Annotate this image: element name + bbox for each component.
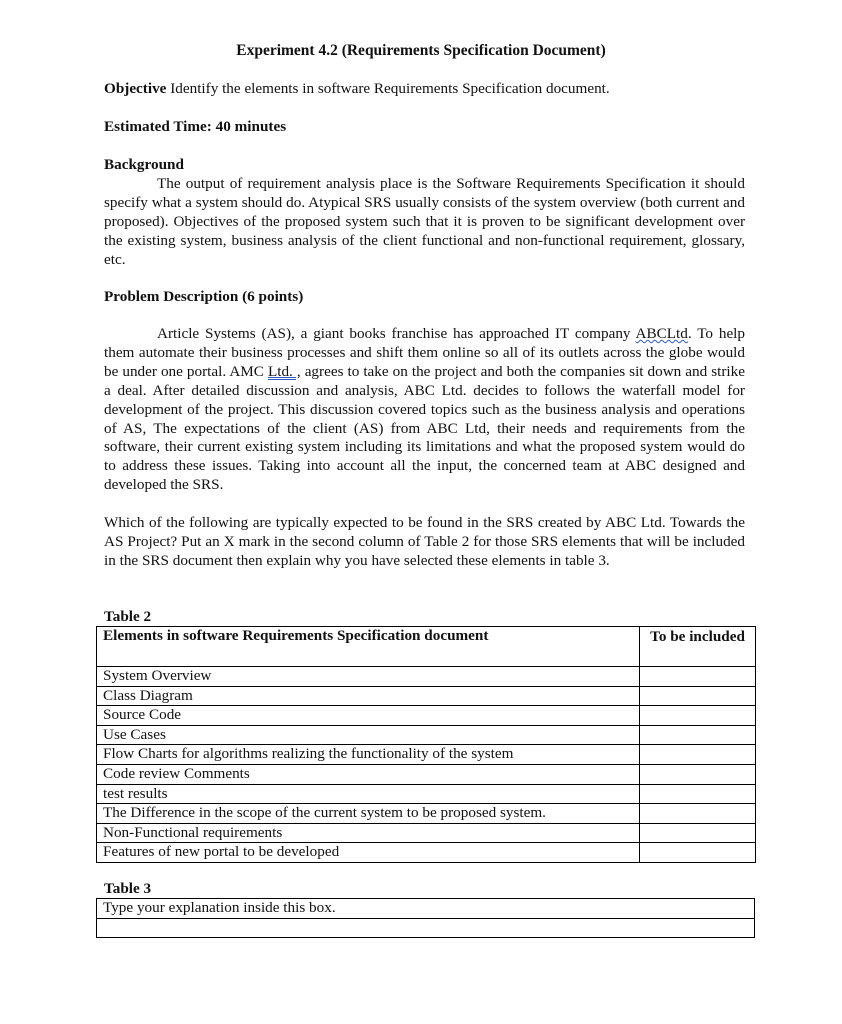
background-paragraph: The output of requirement analysis place is the Software Requirements Specification it should specify what a system should do. Atypical SRS usually consists of the system overview (both current and proposed). Objectives of the proposed system such that it is proven to be significant development over the existing system, business analysis of the client functional and non-functional requirement, glossary, etc. xyxy=(104,175,745,268)
element-cell: Non-Functional requirements xyxy=(97,823,640,843)
table-row xyxy=(97,667,756,687)
table-row xyxy=(97,764,756,784)
element-cell: Code review Comments xyxy=(97,764,640,784)
background-heading: Background xyxy=(104,156,184,173)
element-cell: System Overview xyxy=(97,667,640,687)
header-elements: Elements in software Requirements Specification document xyxy=(97,627,640,667)
element-cell: test results xyxy=(97,784,640,804)
srs-elements-table xyxy=(96,626,756,863)
problem-heading: Problem Description (6 points) xyxy=(104,288,304,305)
table-row xyxy=(97,823,756,843)
included-cell[interactable] xyxy=(640,764,756,784)
included-cell[interactable] xyxy=(640,823,756,843)
objective-label: Objective xyxy=(104,80,167,97)
table-row xyxy=(97,918,755,938)
element-cell: Class Diagram xyxy=(97,686,640,706)
page-title: Experiment 4.2 (Requirements Specification Document) xyxy=(236,42,606,59)
table-row xyxy=(97,784,756,804)
included-cell[interactable] xyxy=(640,745,756,765)
p1-text-e: agrees to take on the project and both the companies sit down and strike a deal. After detailed discussion and analysis, ABC Ltd. decides to follows the waterfall model for development of the project. This discussion covered topics such as the business analysis and operations of AS, The expectations of the client (AS) from ABC Ltd, their needs and requirements from the software, their current existing system including its limitations and what the proposed system would do to address these issues. Taking into account all the input, the concerned team at ABC designed and developed the SRS. xyxy=(104,362,745,494)
element-cell: Features of new portal to be developed xyxy=(97,843,640,863)
included-cell[interactable] xyxy=(640,667,756,687)
explanation-instruction: Type your explanation inside this box. xyxy=(97,899,755,919)
p1-ltd-marked: Ltd. , xyxy=(267,362,301,380)
problem-paragraph-2: Which of the following are typically expected to be found in the SRS created by ABC Ltd. Towards the AS Project? Put an X mark in the second column of Table 2 for those SRS elements that will be included in the SRS document then explain why you have selected these elements in table 3. xyxy=(104,514,745,569)
p1-text-c: . To help them automate their business processes and shift them online so all of its outlets across the globe would be under one portal. AMC xyxy=(104,325,745,380)
element-cell: Use Cases xyxy=(97,725,640,745)
table-row xyxy=(97,804,756,824)
p1-company-name: ABCLtd xyxy=(635,325,688,342)
problem-paragraph-1 xyxy=(104,325,745,495)
included-cell[interactable] xyxy=(640,843,756,863)
table-row xyxy=(97,843,756,863)
table2-caption: Table 2 xyxy=(104,608,152,625)
header-to-be-included: To be included xyxy=(640,627,756,667)
p1-text-a: Article Systems (AS), a giant books franchise has approached IT company xyxy=(157,325,636,342)
table3-caption: Table 3 xyxy=(104,880,152,897)
table-row xyxy=(97,706,756,726)
included-cell[interactable] xyxy=(640,784,756,804)
table-row xyxy=(97,725,756,745)
element-cell: Flow Charts for algorithms realizing the functionality of the system xyxy=(97,745,640,765)
table-header-row xyxy=(97,627,756,667)
estimated-time: Estimated Time: 40 minutes xyxy=(104,118,287,135)
included-cell[interactable] xyxy=(640,804,756,824)
table-row xyxy=(97,745,756,765)
objective-text: Identify the elements in software Requirements Specification document. xyxy=(166,80,610,97)
table-row xyxy=(97,686,756,706)
element-cell: Source Code xyxy=(97,706,640,726)
explanation-answer-box[interactable] xyxy=(97,918,755,938)
objective-line xyxy=(104,80,754,99)
included-cell[interactable] xyxy=(640,725,756,745)
table-row xyxy=(97,899,755,919)
included-cell[interactable] xyxy=(640,686,756,706)
included-cell[interactable] xyxy=(640,706,756,726)
explanation-table xyxy=(96,898,755,938)
element-cell: The Difference in the scope of the current system to be proposed system. xyxy=(97,804,640,824)
